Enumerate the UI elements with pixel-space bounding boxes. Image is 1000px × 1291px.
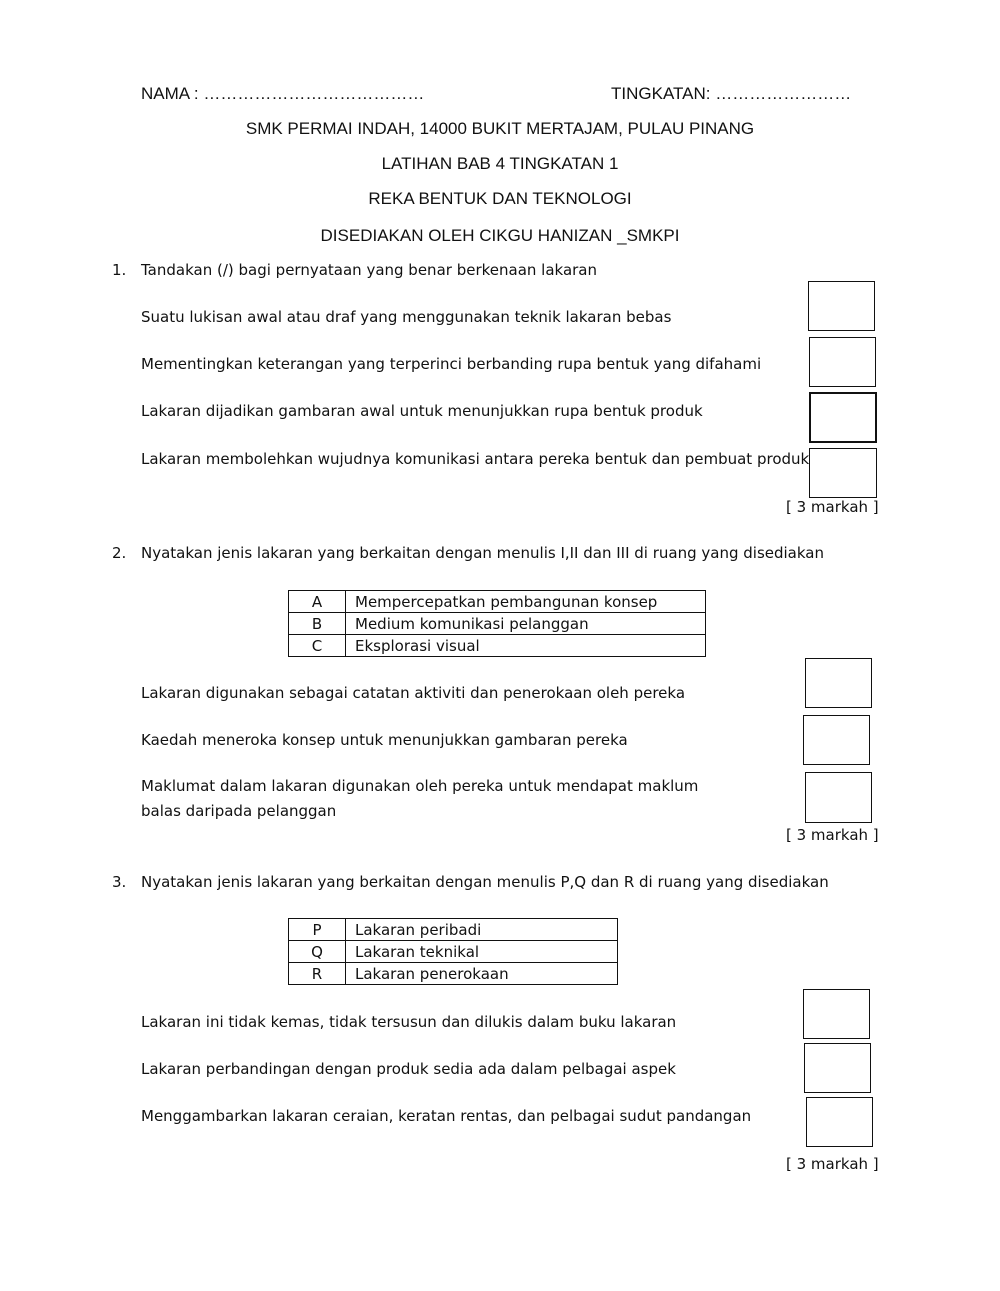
q3-answer-box-2[interactable] (804, 1043, 871, 1093)
q2-statement-1: Lakaran digunakan sebagai catatan aktiviti dan penerokaan oleh pereka (141, 684, 686, 702)
school-title: SMK PERMAI INDAH, 14000 BUKIT MERTAJAM, PULAU PINANG (245, 119, 755, 138)
author-line: DISEDIAKAN OLEH CIKGU HANIZAN _SMKPI (320, 226, 680, 245)
q2-key-b: B (289, 613, 346, 635)
q3-key-q: Q (289, 941, 346, 963)
q2-statement-3: Maklumat dalam lakaran digunakan oleh pereka untuk mendapat maklum balas daripada pelanggan (141, 777, 699, 820)
q1-statement-3: Lakaran dijadikan gambaran awal untuk menunjukkan rupa bentuk produk (141, 402, 703, 420)
q1-question: Tandakan (/) bagi pernyataan yang benar berkenaan lakaran (141, 261, 597, 279)
table-row (289, 635, 706, 657)
q1-answer-box-2[interactable] (809, 337, 876, 387)
q3-number: 3. (112, 873, 127, 891)
q1-answer-box-3[interactable] (809, 392, 877, 443)
q1-statement-1: Suatu lukisan awal atau draf yang menggunakan teknik lakaran bebas (141, 308, 672, 326)
q3-statement-3: Menggambarkan lakaran ceraian, keratan rentas, dan pelbagai sudut pandangan (141, 1107, 752, 1125)
form-field-label: TINGKATAN: …………………… (611, 84, 852, 103)
q2-statement-2: Kaedah meneroka konsep untuk menunjukkan gambaran pereka (141, 731, 628, 749)
q2-answer-box-3[interactable] (805, 772, 872, 823)
q2-marks: [ 3 markah ] (786, 826, 879, 844)
table-row (289, 919, 618, 941)
table-row (289, 941, 618, 963)
q1-marks: [ 3 markah ] (786, 498, 879, 516)
subject-title: REKA BENTUK DAN TEKNOLOGI (368, 189, 632, 208)
q3-statement-1: Lakaran ini tidak kemas, tidak tersusun dan dilukis dalam buku lakaran (141, 1013, 677, 1031)
q3-answer-box-1[interactable] (803, 989, 870, 1039)
table-row (289, 963, 618, 985)
q2-value-c: Eksplorasi visual (346, 635, 706, 657)
q1-statement-4: Lakaran membolehkan wujudnya komunikasi antara pereka bentuk dan pembuat produk (141, 450, 810, 468)
q2-answer-box-1[interactable] (805, 658, 872, 708)
q1-answer-box-4[interactable] (809, 448, 877, 498)
q1-answer-box-1[interactable] (808, 281, 875, 331)
q3-value-q: Lakaran teknikal (346, 941, 618, 963)
q3-statement-2: Lakaran perbandingan dengan produk sedia ada dalam pelbagai aspek (141, 1060, 676, 1078)
table-row (289, 613, 706, 635)
q3-value-r: Lakaran penerokaan (346, 963, 618, 985)
q2-key-a: A (289, 591, 346, 613)
q1-statement-2: Mementingkan keterangan yang terperinci berbanding rupa bentuk yang difahami (141, 355, 762, 373)
q3-question: Nyatakan jenis lakaran yang berkaitan dengan menulis P,Q dan R di ruang yang disediakan (141, 873, 829, 891)
q2-value-b: Medium komunikasi pelanggan (346, 613, 706, 635)
q3-value-p: Lakaran peribadi (346, 919, 618, 941)
q2-key-table (288, 590, 706, 657)
q2-key-c: C (289, 635, 346, 657)
exercise-title: LATIHAN BAB 4 TINGKATAN 1 (381, 154, 619, 173)
table-row (289, 591, 706, 613)
name-field-label: NAMA : ………………………………… (141, 84, 425, 103)
q3-marks: [ 3 markah ] (786, 1155, 879, 1173)
q3-key-p: P (289, 919, 346, 941)
q3-answer-box-3[interactable] (806, 1097, 873, 1147)
q1-number: 1. (112, 261, 127, 279)
q2-number: 2. (112, 544, 127, 562)
q2-question: Nyatakan jenis lakaran yang berkaitan dengan menulis I,II dan III di ruang yang disediakan (141, 544, 824, 562)
q2-answer-box-2[interactable] (803, 715, 870, 765)
q2-value-a: Mempercepatkan pembangunan konsep (346, 591, 706, 613)
q3-key-table (288, 918, 618, 985)
q3-key-r: R (289, 963, 346, 985)
